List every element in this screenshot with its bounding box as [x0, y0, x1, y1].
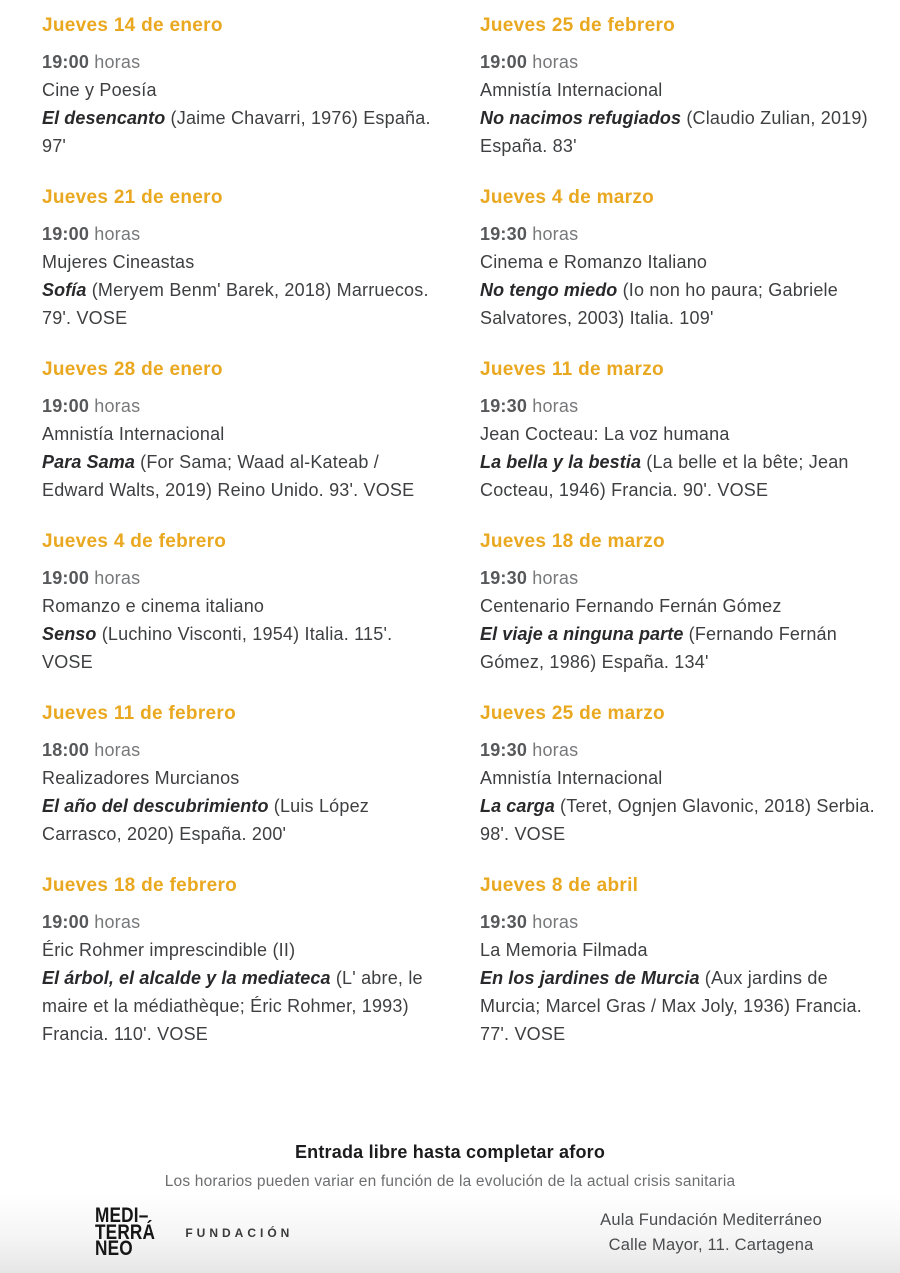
event-series: Mujeres Cineastas — [42, 252, 195, 272]
event-time-value: 19:00 — [42, 52, 90, 72]
film-title: En los jardines de Murcia — [480, 968, 700, 988]
film-title: La bella y la bestia — [480, 452, 642, 472]
event-film — [42, 964, 442, 1048]
venue-address — [600, 1208, 822, 1258]
event-date: Jueves 4 de febrero — [42, 531, 227, 552]
event-time-value: 19:30 — [480, 912, 528, 932]
film-title: El desencanto — [42, 108, 166, 128]
event-block — [42, 530, 442, 676]
event-block — [480, 186, 880, 332]
event-date: Jueves 4 de marzo — [480, 187, 655, 208]
event-series: Realizadores Murcianos — [42, 768, 240, 788]
event-series: Amnistía Internacional — [480, 768, 663, 788]
event-date: Jueves 8 de abril — [480, 875, 639, 896]
event-film — [480, 792, 880, 848]
event-block — [42, 14, 442, 160]
event-time-value: 19:00 — [42, 912, 90, 932]
event-time — [42, 220, 442, 248]
event-series: Amnistía Internacional — [480, 80, 663, 100]
film-title: Para Sama — [42, 452, 135, 472]
admission-notice-subtitle: Los horarios pueden variar en función de la evolución de la actual crisis sanitaria — [164, 1173, 736, 1190]
event-block — [480, 358, 880, 504]
film-title: Sofía — [42, 280, 87, 300]
film-details: (Luchino Visconti, 1954) Italia. 115'. VOSE — [42, 624, 393, 672]
event-time — [42, 392, 442, 420]
film-title: El árbol, el alcalde y la mediateca — [42, 968, 331, 988]
event-time-value: 19:00 — [42, 396, 90, 416]
event-time-unit-word: horas — [532, 224, 579, 244]
event-time — [42, 736, 442, 764]
event-time-value: 19:00 — [42, 568, 90, 588]
event-time — [480, 48, 880, 76]
event-block — [480, 530, 880, 676]
event-time-value: 19:30 — [480, 740, 528, 760]
event-time-unit-word: horas — [94, 52, 141, 72]
event-time — [42, 908, 442, 936]
event-time-unit-word: horas — [532, 52, 579, 72]
film-details: (La belle et la bête; Jean Cocteau, 1946) Francia. 90'. VOSE — [480, 452, 849, 500]
logo-wordmark: FUNDACIÓN — [185, 1226, 294, 1240]
event-block — [42, 874, 442, 1048]
film-details: (L' abre, le maire et la médiathèque; Éric Rohmer, 1993) Francia. 110'. VOSE — [42, 968, 423, 1044]
event-series: Cinema e Romanzo Italiano — [480, 252, 708, 272]
event-film — [42, 448, 442, 504]
event-time — [480, 908, 880, 936]
film-title: No tengo miedo — [480, 280, 618, 300]
event-film — [480, 448, 880, 504]
event-film — [42, 792, 442, 848]
admission-notice — [0, 1140, 900, 1193]
event-date: Jueves 25 de marzo — [480, 703, 665, 724]
logo-line-3: NEO — [95, 1237, 133, 1261]
event-time — [480, 220, 880, 248]
event-block — [480, 874, 880, 1048]
event-time-value: 19:30 — [480, 396, 528, 416]
event-date: Jueves 18 de marzo — [480, 531, 665, 552]
event-date: Jueves 18 de febrero — [42, 875, 238, 896]
event-time-unit-word: horas — [94, 396, 141, 416]
event-time-unit-word: horas — [94, 740, 141, 760]
film-details: (Jaime Chavarri, 1976) España. 97' — [42, 108, 431, 156]
event-date: Jueves 11 de marzo — [480, 359, 664, 380]
fundacion-mediterraneo-logo — [95, 1204, 294, 1261]
event-time-unit-word: horas — [532, 912, 579, 932]
film-details: (Teret, Ognjen Glavonic, 2018) Serbia. 98'. VOSE — [480, 796, 875, 844]
event-time-unit-word: horas — [532, 740, 579, 760]
event-time-value: 19:30 — [480, 224, 528, 244]
event-block — [42, 702, 442, 848]
film-details: (Luis López Carrasco, 2020) España. 200' — [42, 796, 370, 844]
event-film — [42, 620, 442, 676]
event-series: Centenario Fernando Fernán Gómez — [480, 596, 782, 616]
event-series: Éric Rohmer imprescindible (II) — [42, 940, 296, 960]
logo-line-1: MEDI– — [95, 1204, 149, 1228]
event-time — [42, 48, 442, 76]
event-time-value: 18:00 — [42, 740, 90, 760]
event-date: Jueves 21 de enero — [42, 187, 223, 208]
event-series: Romanzo e cinema italiano — [42, 596, 265, 616]
venue-street: Calle Mayor, 11. Cartagena — [608, 1236, 814, 1254]
film-title: La carga — [480, 796, 555, 816]
event-series: Jean Cocteau: La voz humana — [480, 424, 730, 444]
event-time-value: 19:00 — [42, 224, 90, 244]
film-details: (For Sama; Waad al-Kateab / Edward Walts, 2019) Reino Unido. 93'. VOSE — [42, 452, 415, 500]
film-details: (Io non ho paura; Gabriele Salvatores, 2003) Italia. 109' — [480, 280, 838, 328]
event-date: Jueves 25 de febrero — [480, 15, 676, 36]
admission-notice-title: Entrada libre hasta completar aforo — [294, 1142, 606, 1162]
event-film — [480, 620, 880, 676]
event-block — [42, 358, 442, 504]
event-time — [480, 392, 880, 420]
event-date: Jueves 14 de enero — [42, 15, 223, 36]
event-time-unit-word: horas — [532, 396, 579, 416]
event-series: La Memoria Filmada — [480, 940, 648, 960]
event-film — [480, 276, 880, 332]
event-series: Cine y Poesía — [42, 80, 157, 100]
film-details: (Claudio Zulian, 2019) España. 83' — [480, 108, 868, 156]
event-series: Amnistía Internacional — [42, 424, 225, 444]
event-block — [480, 14, 880, 160]
event-time — [480, 736, 880, 764]
event-time-unit-word: horas — [94, 224, 141, 244]
event-block — [42, 186, 442, 332]
logo-line-2: TERRÁ — [95, 1220, 156, 1244]
event-film — [42, 276, 442, 332]
event-time-value: 19:30 — [480, 568, 528, 588]
film-details: (Meryem Benm' Barek, 2018) Marruecos. 79'. VOSE — [42, 280, 429, 328]
film-title: El año del descubrimiento — [42, 796, 269, 816]
film-title: No nacimos refugiados — [480, 108, 682, 128]
event-time — [42, 564, 442, 592]
event-film — [42, 104, 442, 160]
event-time-unit-word: horas — [94, 912, 141, 932]
film-details: (Aux jardins de Murcia; Marcel Gras / Max Joly, 1936) Francia. 77'. VOSE — [480, 968, 862, 1044]
film-details: (Fernando Fernán Gómez, 1986) España. 134' — [480, 624, 837, 672]
logo-wordstack — [95, 1204, 156, 1261]
event-date: Jueves 28 de enero — [42, 359, 223, 380]
event-date: Jueves 11 de febrero — [42, 703, 236, 724]
event-time-unit-word: horas — [532, 568, 579, 588]
schedule-column-right — [480, 14, 880, 1074]
event-film — [480, 964, 880, 1048]
event-time-unit-word: horas — [94, 568, 141, 588]
film-title: Senso — [42, 624, 97, 644]
footer — [0, 1193, 900, 1273]
event-time — [480, 564, 880, 592]
event-film — [480, 104, 880, 160]
schedule-column-left — [42, 14, 442, 1074]
venue-name: Aula Fundación Mediterráneo — [600, 1211, 822, 1229]
film-title: El viaje a ninguna parte — [480, 624, 684, 644]
event-time-value: 19:00 — [480, 52, 528, 72]
event-block — [480, 702, 880, 848]
